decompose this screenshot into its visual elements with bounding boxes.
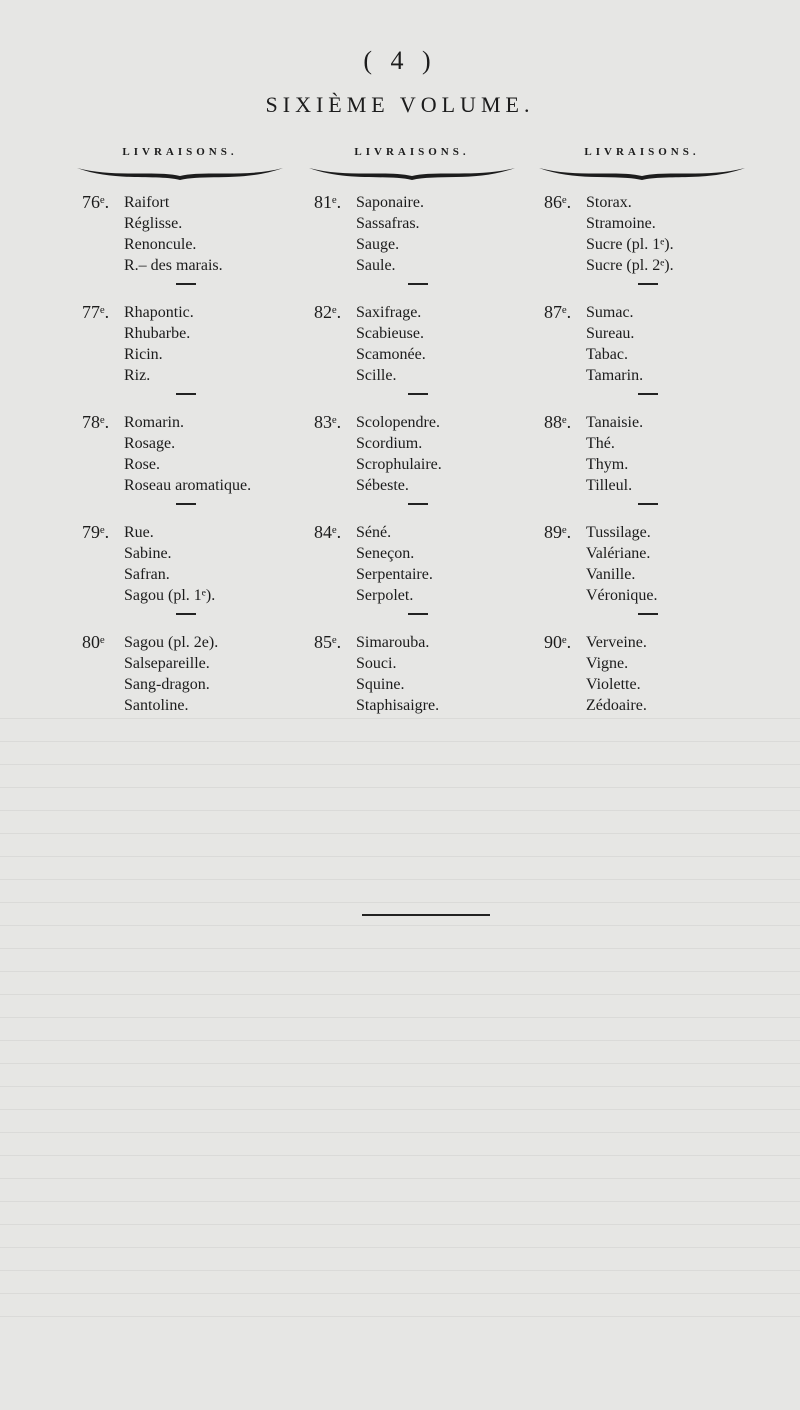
livraisons-column bbox=[532, 146, 752, 742]
livraison-entry bbox=[70, 412, 290, 522]
livraison-number: 86ᵉ. bbox=[544, 192, 572, 212]
plant-name: Saule. bbox=[356, 257, 396, 274]
plant-name: Rose. bbox=[124, 456, 160, 473]
plant-name: Rosage. bbox=[124, 435, 176, 452]
plant-name: Rhubarbe. bbox=[124, 325, 191, 342]
plant-name: Staphisaigre. bbox=[356, 697, 440, 714]
plant-name: Vanille. bbox=[586, 566, 636, 583]
livraison-number: 87ᵉ. bbox=[544, 302, 572, 322]
plant-name: Thym. bbox=[586, 456, 629, 473]
plant-name: Sucre (pl. 1ᵉ). bbox=[586, 236, 674, 253]
ornamental-swash bbox=[75, 164, 285, 182]
column-header: LIVRAISONS. bbox=[354, 146, 470, 158]
entry-separator bbox=[408, 503, 428, 505]
entry-separator bbox=[176, 613, 196, 615]
livraison-entry bbox=[70, 192, 290, 302]
plant-name: Rhapontic. bbox=[124, 304, 194, 321]
plant-name: Romarin. bbox=[124, 414, 184, 431]
column-header: LIVRAISONS. bbox=[584, 146, 700, 158]
plant-name: Tilleul. bbox=[586, 477, 633, 494]
livraison-number: 88ᵉ. bbox=[544, 412, 572, 432]
plant-name: Tussilage. bbox=[586, 524, 651, 541]
livraison-number: 81ᵉ. bbox=[314, 192, 342, 212]
entry-separator bbox=[408, 613, 428, 615]
plant-name: Scille. bbox=[356, 367, 397, 384]
plant-name: Violette. bbox=[586, 676, 641, 693]
livraisons-column bbox=[70, 146, 290, 742]
plant-name: Seneçon. bbox=[356, 545, 415, 562]
livraison-number: 78ᵉ. bbox=[82, 412, 110, 432]
livraison-entry bbox=[302, 302, 522, 412]
plant-name: Tanaisie. bbox=[586, 414, 644, 431]
plant-name: Sucre (pl. 2ᵉ). bbox=[586, 257, 674, 274]
plant-name: Ricin. bbox=[124, 346, 163, 363]
plant-name: Thé. bbox=[586, 435, 615, 452]
plant-name: Serpolet. bbox=[356, 587, 414, 604]
plant-name: Verveine. bbox=[586, 634, 647, 651]
livraison-number: 84ᵉ. bbox=[314, 522, 342, 542]
entry-separator bbox=[176, 503, 196, 505]
plant-name: Sébeste. bbox=[356, 477, 409, 494]
plant-name: Scolopendre. bbox=[356, 414, 440, 431]
plant-name: Sassafras. bbox=[356, 215, 420, 232]
plant-name: Scordium. bbox=[356, 435, 423, 452]
closing-rule bbox=[362, 914, 490, 916]
plant-name: Scabieuse. bbox=[356, 325, 424, 342]
plant-name: Tabac. bbox=[586, 346, 628, 363]
entry-separator bbox=[638, 613, 658, 615]
plant-name: Vigne. bbox=[586, 655, 629, 672]
plant-name: Réglisse. bbox=[124, 215, 183, 232]
plant-name: R.– des marais. bbox=[124, 257, 223, 274]
livraison-number: 79ᵉ. bbox=[82, 522, 110, 542]
plant-name: Séné. bbox=[356, 524, 392, 541]
livraison-entry bbox=[302, 412, 522, 522]
livraison-entry bbox=[302, 632, 522, 742]
plant-name: Saxifrage. bbox=[356, 304, 422, 321]
volume-title: SIXIÈME VOLUME. bbox=[265, 92, 535, 117]
column-header: LIVRAISONS. bbox=[122, 146, 238, 158]
livraison-number: 77ᵉ. bbox=[82, 302, 110, 322]
livraison-number: 80ᵉ bbox=[82, 632, 105, 652]
livraison-entry bbox=[70, 522, 290, 632]
plant-name: Sang-dragon. bbox=[124, 676, 210, 693]
plant-name: Rue. bbox=[124, 524, 154, 541]
livraison-number: 89ᵉ. bbox=[544, 522, 572, 542]
ornamental-swash bbox=[307, 164, 517, 182]
plant-name: Sureau. bbox=[586, 325, 635, 342]
plant-name: Véronique. bbox=[586, 587, 658, 604]
ornamental-swash bbox=[537, 164, 747, 182]
plant-name: Sabine. bbox=[124, 545, 172, 562]
entry-separator bbox=[408, 283, 428, 285]
livraison-number: 90ᵉ. bbox=[544, 632, 572, 652]
plant-name: Raifort bbox=[124, 194, 170, 211]
livraison-number: 83ᵉ. bbox=[314, 412, 342, 432]
entry-separator bbox=[638, 393, 658, 395]
plant-name: Roseau aromatique. bbox=[124, 477, 252, 494]
livraison-entry bbox=[532, 412, 752, 522]
plant-name: Zédoaire. bbox=[586, 697, 647, 714]
entry-separator bbox=[408, 393, 428, 395]
livraison-number: 85ᵉ. bbox=[314, 632, 342, 652]
page-number: ( 4 ) bbox=[363, 46, 437, 75]
livraison-number: 82ᵉ. bbox=[314, 302, 342, 322]
entry-separator bbox=[638, 503, 658, 505]
plant-name: Serpentaire. bbox=[356, 566, 433, 583]
livraison-entry bbox=[532, 632, 752, 742]
plant-name: Sagou (pl. 1ᵉ). bbox=[124, 587, 216, 604]
plant-name: Renoncule. bbox=[124, 236, 197, 253]
plant-name: Squine. bbox=[356, 676, 405, 693]
plant-name: Scrophulaire. bbox=[356, 456, 442, 473]
livraison-entry bbox=[532, 522, 752, 632]
plant-name: Souci. bbox=[356, 655, 397, 672]
plant-name: Tamarin. bbox=[586, 367, 644, 384]
entry-separator bbox=[638, 283, 658, 285]
livraison-entry bbox=[302, 522, 522, 632]
livraison-entry bbox=[532, 192, 752, 302]
plant-name: Simarouba. bbox=[356, 634, 430, 651]
plant-name: Safran. bbox=[124, 566, 170, 583]
livraison-entry bbox=[70, 632, 290, 742]
livraison-number: 76ᵉ. bbox=[82, 192, 110, 212]
plant-name: Saponaire. bbox=[356, 194, 424, 211]
plant-name: Stramoine. bbox=[586, 215, 656, 232]
livraison-entry bbox=[532, 302, 752, 412]
livraisons-column bbox=[302, 146, 522, 742]
plant-name: Sumac. bbox=[586, 304, 634, 321]
plant-name: Scamonée. bbox=[356, 346, 426, 363]
plant-name: Sauge. bbox=[356, 236, 400, 253]
plant-name: Sagou (pl. 2e). bbox=[124, 634, 219, 651]
plant-name: Valériane. bbox=[586, 545, 651, 562]
livraison-entry bbox=[70, 302, 290, 412]
bleed-through-texture bbox=[0, 700, 800, 1320]
plant-name: Salsepareille. bbox=[124, 655, 210, 672]
entry-separator bbox=[176, 283, 196, 285]
plant-name: Riz. bbox=[124, 367, 151, 384]
livraison-entry bbox=[302, 192, 522, 302]
plant-name: Santoline. bbox=[124, 697, 189, 714]
plant-name: Storax. bbox=[586, 194, 632, 211]
entry-separator bbox=[176, 393, 196, 395]
